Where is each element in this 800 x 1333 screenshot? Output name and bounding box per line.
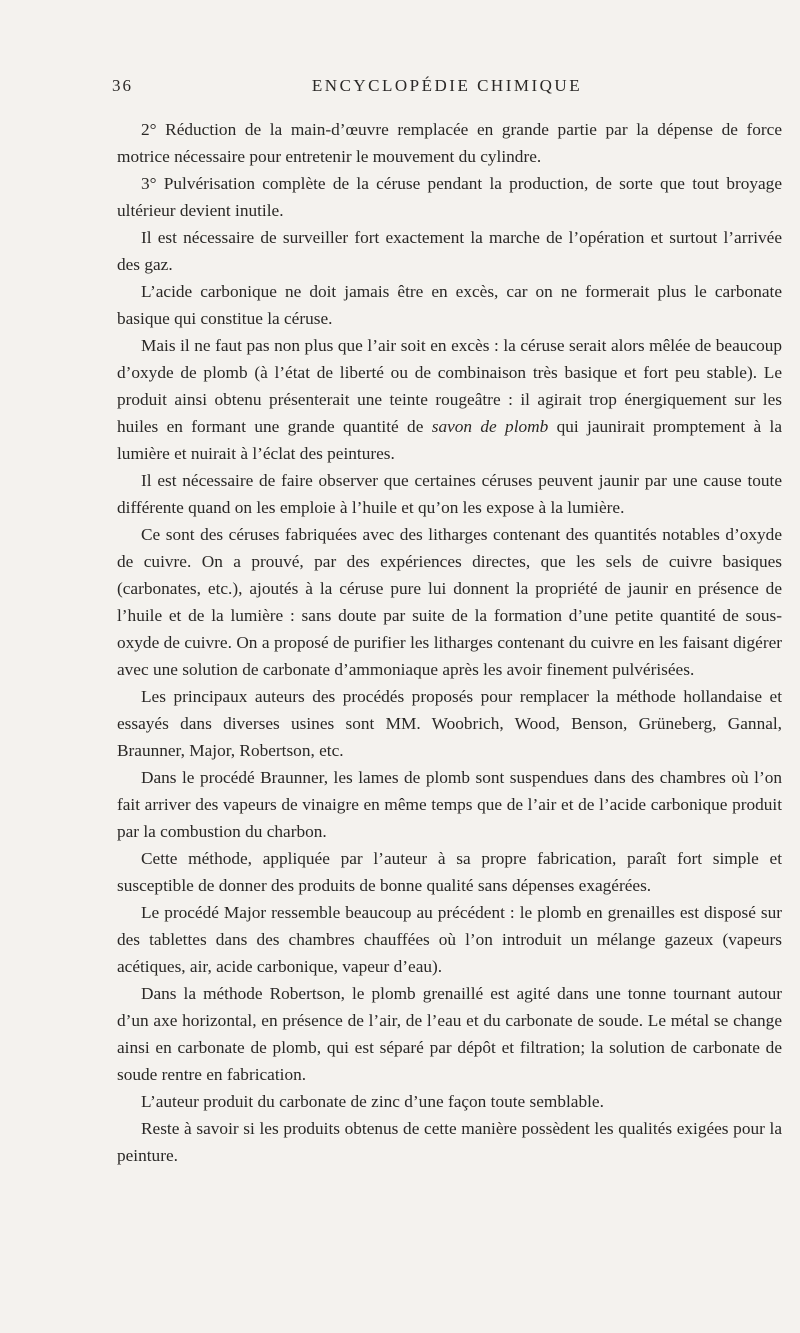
body-text: [117, 116, 782, 1169]
italic-term: savon de plomb: [431, 417, 549, 436]
paragraph-zinc: L’auteur produit du carbonate de zinc d’une façon toute semblable.: [141, 1092, 604, 1111]
paragraph-auteurs: Les principaux auteurs des procédés proposés pour remplacer la méthode hollandaise et essayés dans diverses usines sont MM. Woobrich, Wood, Benson, Grüneberg, Gannal, Braunner, Major, Robertson, etc.: [117, 687, 782, 760]
paragraph-item-3: 3° Pulvérisation complète de la céruse pendant la production, de sorte que tout broyage ultérieur devient inutile.: [117, 174, 782, 220]
paragraph-conclusion: Reste à savoir si les produits obtenus de cette manière possèdent les qualités exigées pour la peinture.: [117, 1119, 782, 1165]
paragraph-braunner: Dans le procédé Braunner, les lames de plomb sont suspendues dans des chambres où l’on fait arriver des vapeurs de vinaigre en même temps que de l’air et de l’acide carbonique produit par la combustion du charbon.: [117, 768, 782, 841]
paragraph-litharges: Ce sont des céruses fabriquées avec des litharges contenant des quantités notables d’oxyde de cuivre. On a prouvé, par des expériences directes, que les sels de cuivre basiques (carbonates, etc.), ajoutés à la céruse pure lui donnent la propriété de jaunir en présence de l’huile et de la lumière : sans doute par suite de la formation d’une petite quantité de sous-oxyde de cuivre. On a proposé de purifier les litharges contenant du cuivre en les faisant digérer avec une solution de carbonate d’ammoniaque après les avoir finement pulvérisées.: [117, 525, 782, 679]
paragraph-major: Le procédé Major ressemble beaucoup au précédent : le plomb en grenailles est disposé sur des tablettes dans des chambres chauffées où l’on introduit un mélange gazeux (vapeurs acétiques, air, acide carbonique, vapeur d’eau).: [117, 903, 782, 976]
page-number: 36: [112, 76, 133, 95]
paragraph-acide-carbonique: L’acide carbonique ne doit jamais être en excès, car on ne formerait plus le carbonate basique qui constitue la céruse.: [117, 282, 782, 328]
paragraph-item-2: 2° Réduction de la main-d’œuvre remplacée en grande partie par la dépense de force motrice nécessaire pour entretenir le mouvement du cylindre.: [117, 120, 782, 166]
paragraph-jaunir: Il est nécessaire de faire observer que certaines céruses peuvent jaunir par une cause toute différente quand on les emploie à l’huile et qu’on les expose à la lumière.: [117, 471, 782, 517]
paragraph-surveillance: Il est nécessaire de surveiller fort exactement la marche de l’opération et surtout l’arrivée des gaz.: [117, 228, 782, 274]
paragraph-text-before: Mais il ne faut pas non plus que l’air soit en excès : la céruse serait alors mêlée de beaucoup d’oxyde de plomb (à l’état de liberté ou de combinaison très basique et fort peu stable). Le produit ainsi obtenu présenterait une teinte rougeâtre : il agirait trop énergiquement sur les huiles en formant une grande quantité de: [117, 336, 782, 436]
paragraph-text-after: qui jaunirait promptement à la lumière et nuirait à l’éclat des peintures.: [117, 417, 782, 463]
paragraph-robertson: Dans la méthode Robertson, le plomb grenaillé est agité dans une tonne tournant autour d’un axe horizontal, en présence de l’air, de l’eau et du carbonate de soude. Le métal se change ainsi en carbonate de plomb, qui est séparé par dépôt et filtration; la solution de carbonate de soude rentre en fabrication.: [117, 984, 782, 1084]
paragraph-air-exces: [117, 332, 782, 467]
running-title: ENCYCLOPÉDIE CHIMIQUE: [311, 76, 583, 95]
page-header: [112, 76, 782, 100]
paragraph-methode: Cette méthode, appliquée par l’auteur à sa propre fabrication, paraît fort simple et susceptible de donner des produits de bonne qualité sans dépenses exagérées.: [117, 849, 782, 895]
